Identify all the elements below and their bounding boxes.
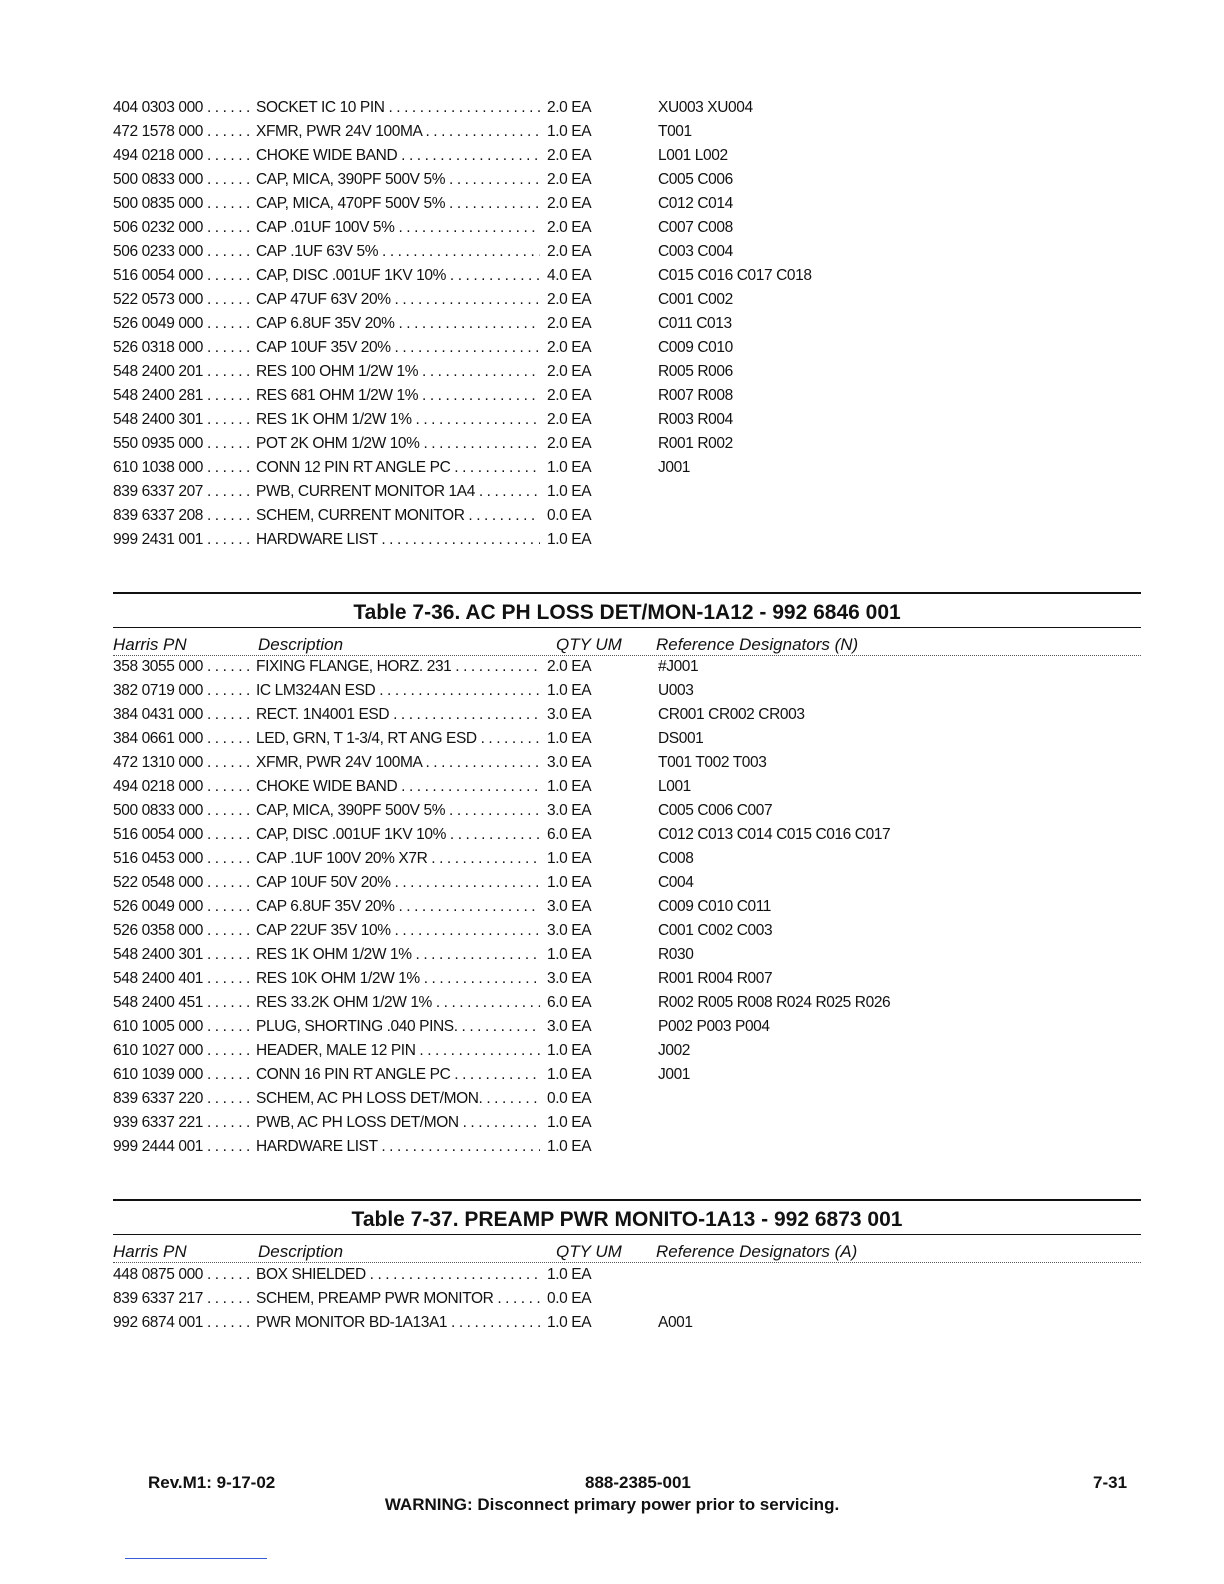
part-description: RECT. 1N4001 ESD . . . [256,703,540,727]
part-description: RES 1K OHM 1/2W 1% . . . [256,408,540,432]
quantity-um: 3.0 EA [547,1018,592,1035]
part-description: SOCKET IC 10 PIN . . . [256,96,540,120]
reference-designators: R003 R004 [658,411,733,428]
reference-designators: C001 C002 [658,291,733,308]
reference-designators: R001 R002 [658,435,733,452]
table-row [113,192,1143,216]
reference-designators: T001 [658,123,692,140]
part-number: 404 0303 000 . . . [113,96,253,120]
table37-header [113,1240,1141,1264]
table-row [113,336,1143,360]
part-number: 358 3055 000 . . . [113,655,253,679]
table36-title-rule [113,627,1141,628]
quantity-um: 2.0 EA [547,99,592,116]
reference-designators: R001 R004 R007 [658,970,773,987]
table-row [113,384,1143,408]
reference-designators: C001 C002 C003 [658,922,773,939]
part-description: HARDWARE LIST . . . [256,1135,540,1159]
part-number: 526 0049 000 . . . [113,312,253,336]
header-reference-designators: Reference Designators (N) [656,635,859,654]
table36-rows [113,655,1143,1159]
reference-designators: C008 [658,850,694,867]
table-row [113,1287,1143,1311]
reference-designators: C007 C008 [658,219,733,236]
part-description: LED, GRN, T 1-3/4, RT ANG ESD . . . [256,727,540,751]
part-description: RES 1K OHM 1/2W 1% . . . [256,943,540,967]
quantity-um: 2.0 EA [547,195,592,212]
part-description: SCHEM, CURRENT MONITOR . . . [256,504,540,528]
table37-top-rule [113,1199,1141,1201]
table-row [113,144,1143,168]
table-row [113,943,1143,967]
part-description: CAP 6.8UF 35V 20% . . . [256,895,540,919]
reference-designators: DS001 [658,730,704,747]
quantity-um: 2.0 EA [547,315,592,332]
part-description: RES 681 OHM 1/2W 1% . . . [256,384,540,408]
quantity-um: 1.0 EA [547,682,592,699]
part-number: 548 2400 201 . . . [113,360,253,384]
part-description: HARDWARE LIST . . . [256,528,540,552]
quantity-um: 1.0 EA [547,1042,592,1059]
header-description: Description [258,1242,344,1261]
part-number: 506 0232 000 . . . [113,216,253,240]
reference-designators: R007 R008 [658,387,733,404]
part-number: 548 2400 281 . . . [113,384,253,408]
table-row [113,1311,1143,1335]
table-row [113,871,1143,895]
reference-designators: CR001 CR002 CR003 [658,706,805,723]
part-description: SCHEM, PREAMP PWR MONITOR . . . [256,1287,540,1311]
quantity-um: 1.0 EA [547,1266,592,1283]
table-row [113,1063,1143,1087]
table-row [113,264,1143,288]
part-description: CAP, DISC .001UF 1KV 10% . . . [256,264,540,288]
quantity-um: 2.0 EA [547,171,592,188]
table-row [113,168,1143,192]
part-number: 839 6337 220 . . . [113,1087,253,1111]
reference-designators: C015 C016 C017 C018 [658,267,812,284]
quantity-um: 2.0 EA [547,435,592,452]
quantity-um: 2.0 EA [547,219,592,236]
part-description: HEADER, MALE 12 PIN . . . [256,1039,540,1063]
part-description: CAP, MICA, 390PF 500V 5% . . . [256,799,540,823]
quantity-um: 1.0 EA [547,1114,592,1131]
quantity-um: 2.0 EA [547,387,592,404]
table-row [113,1087,1143,1111]
quantity-um: 3.0 EA [547,706,592,723]
part-number: 516 0054 000 . . . [113,264,253,288]
part-number: 839 6337 217 . . . [113,1287,253,1311]
table36-header [113,633,1141,657]
reference-designators: C009 C010 C011 [658,898,772,915]
table-row [113,847,1143,871]
part-number: 384 0661 000 . . . [113,727,253,751]
table36-title: Table 7-36. AC PH LOSS DET/MON-1A12 - 992 6846 001 [353,601,901,624]
part-number: 999 2444 001 . . . [113,1135,253,1159]
header-qty-um: QTY UM [556,635,622,654]
quantity-um: 2.0 EA [547,243,592,260]
quantity-um: 1.0 EA [547,1314,592,1331]
part-number: 610 1027 000 . . . [113,1039,253,1063]
quantity-um: 6.0 EA [547,994,592,1011]
quantity-um: 1.0 EA [547,531,592,548]
part-description: IC LM324AN ESD . . . [256,679,540,703]
footer-warning: WARNING: Disconnect primary power prior to servicing. [384,1495,840,1514]
part-number: 526 0318 000 . . . [113,336,253,360]
part-number: 548 2400 451 . . . [113,991,253,1015]
part-description: BOX SHIELDED . . . [256,1263,540,1287]
part-description: XFMR, PWR 24V 100MA . . . [256,120,540,144]
part-description: PWB, AC PH LOSS DET/MON . . . [256,1111,540,1135]
part-description: PWR MONITOR BD-1A13A1 . . . [256,1311,540,1335]
page-edge-mark [125,1558,267,1559]
table-row [113,727,1143,751]
table-row [113,408,1143,432]
reference-designators: C005 C006 [658,171,733,188]
table-row [113,775,1143,799]
part-description: CHOKE WIDE BAND . . . [256,144,540,168]
table-row [113,288,1143,312]
quantity-um: 3.0 EA [547,970,592,987]
header-qty-um: QTY UM [556,1242,622,1261]
table-row [113,312,1143,336]
table-row [113,240,1143,264]
table37-title: Table 7-37. PREAMP PWR MONITO-1A13 - 992 6873 001 [351,1208,903,1231]
table-row [113,991,1143,1015]
header-reference-designators: Reference Designators (A) [656,1242,858,1261]
part-description: CAP 47UF 63V 20% . . . [256,288,540,312]
table-row [113,799,1143,823]
reference-designators: L001 L002 [658,147,728,164]
quantity-um: 2.0 EA [547,658,592,675]
part-number: 382 0719 000 . . . [113,679,253,703]
reference-designators: L001 [658,778,691,795]
part-number: 472 1310 000 . . . [113,751,253,775]
quantity-um: 2.0 EA [547,339,592,356]
part-number: 939 6337 221 . . . [113,1111,253,1135]
part-number: 506 0233 000 . . . [113,240,253,264]
quantity-um: 0.0 EA [547,507,592,524]
quantity-um: 2.0 EA [547,411,592,428]
part-number: 548 2400 301 . . . [113,943,253,967]
part-description: CAP .1UF 63V 5% . . . [256,240,540,264]
quantity-um: 6.0 EA [547,826,592,843]
table-row [113,895,1143,919]
part-number: 448 0875 000 . . . [113,1263,253,1287]
quantity-um: 1.0 EA [547,1138,592,1155]
part-description: CAP 6.8UF 35V 20% . . . [256,312,540,336]
part-number: 610 1038 000 . . . [113,456,253,480]
reference-designators: P002 P003 P004 [658,1018,770,1035]
reference-designators: R002 R005 R008 R024 R025 R026 [658,994,891,1011]
quantity-um: 1.0 EA [547,730,592,747]
part-description: CAP 10UF 35V 20% . . . [256,336,540,360]
table-row [113,432,1143,456]
continued-parts-list [113,96,1143,552]
table-row [113,528,1143,552]
reference-designators: C009 C010 [658,339,733,356]
reference-designators: #J001 [658,658,699,675]
table-row [113,504,1143,528]
part-number: 610 1005 000 . . . [113,1015,253,1039]
quantity-um: 1.0 EA [547,778,592,795]
part-number: 526 0358 000 . . . [113,919,253,943]
reference-designators: C012 C014 [658,195,733,212]
part-number: 526 0049 000 . . . [113,895,253,919]
part-description: PLUG, SHORTING .040 PINS. . . . [256,1015,540,1039]
part-number: 494 0218 000 . . . [113,775,253,799]
reference-designators: R030 [658,946,694,963]
part-number: 472 1578 000 . . . [113,120,253,144]
part-number: 500 0835 000 . . . [113,192,253,216]
part-description: CONN 16 PIN RT ANGLE PC . . . [256,1063,540,1087]
part-description: CAP .1UF 100V 20% X7R . . . [256,847,540,871]
table-row [113,120,1143,144]
part-description: FIXING FLANGE, HORZ. 231 . . . [256,655,540,679]
part-number: 494 0218 000 . . . [113,144,253,168]
table-row [113,480,1143,504]
table37-title-rule [113,1234,1141,1235]
part-number: 516 0054 000 . . . [113,823,253,847]
footer-page-number: 7-31 [1093,1473,1128,1492]
reference-designators: C004 [658,874,694,891]
reference-designators: J001 [658,459,691,476]
part-description: SCHEM, AC PH LOSS DET/MON. . . . [256,1087,540,1111]
reference-designators: J002 [658,1042,691,1059]
table-row [113,655,1143,679]
reference-designators: J001 [658,1066,691,1083]
reference-designators: C011 C013 [658,315,732,332]
part-number: 384 0431 000 . . . [113,703,253,727]
table36-top-rule [113,592,1141,594]
part-description: RES 33.2K OHM 1/2W 1% . . . [256,991,540,1015]
part-description: POT 2K OHM 1/2W 10% . . . [256,432,540,456]
quantity-um: 3.0 EA [547,922,592,939]
part-number: 548 2400 301 . . . [113,408,253,432]
part-description: RES 100 OHM 1/2W 1% . . . [256,360,540,384]
part-number: 992 6874 001 . . . [113,1311,253,1335]
footer-doc-number: 888-2385-001 [585,1473,691,1492]
table37-rows [113,1263,1143,1335]
table-row [113,96,1143,120]
part-description: XFMR, PWR 24V 100MA . . . [256,751,540,775]
table-row [113,703,1143,727]
quantity-um: 4.0 EA [547,267,592,284]
part-number: 522 0573 000 . . . [113,288,253,312]
part-number: 516 0453 000 . . . [113,847,253,871]
quantity-um: 3.0 EA [547,898,592,915]
quantity-um: 1.0 EA [547,123,592,140]
table-row [113,1015,1143,1039]
quantity-um: 0.0 EA [547,1290,592,1307]
quantity-um: 1.0 EA [547,946,592,963]
quantity-um: 3.0 EA [547,754,592,771]
header-description: Description [258,635,344,654]
part-description: CHOKE WIDE BAND . . . [256,775,540,799]
part-number: 548 2400 401 . . . [113,967,253,991]
table-row [113,1135,1143,1159]
quantity-um: 1.0 EA [547,850,592,867]
table-row [113,216,1143,240]
part-number: 610 1039 000 . . . [113,1063,253,1087]
part-description: CAP, MICA, 470PF 500V 5% . . . [256,192,540,216]
reference-designators: T001 T002 T003 [658,754,767,771]
part-description: CAP, MICA, 390PF 500V 5% . . . [256,168,540,192]
reference-designators: C012 C013 C014 C015 C016 C017 [658,826,891,843]
table-row [113,751,1143,775]
part-description: CAP 10UF 50V 20% . . . [256,871,540,895]
table-row [113,919,1143,943]
part-number: 839 6337 207 . . . [113,480,253,504]
footer-revision: Rev.M1: 9-17-02 [148,1473,276,1492]
part-number: 550 0935 000 . . . [113,432,253,456]
part-description: CONN 12 PIN RT ANGLE PC . . . [256,456,540,480]
quantity-um: 2.0 EA [547,363,592,380]
reference-designators: C005 C006 C007 [658,802,773,819]
quantity-um: 1.0 EA [547,874,592,891]
part-number: 999 2431 001 . . . [113,528,253,552]
part-description: PWB, CURRENT MONITOR 1A4 . . . [256,480,540,504]
quantity-um: 1.0 EA [547,483,592,500]
quantity-um: 1.0 EA [547,1066,592,1083]
table-row [113,823,1143,847]
part-number: 500 0833 000 . . . [113,799,253,823]
quantity-um: 2.0 EA [547,291,592,308]
table-row [113,967,1143,991]
quantity-um: 2.0 EA [547,147,592,164]
part-number: 500 0833 000 . . . [113,168,253,192]
header-harris-pn: Harris PN [113,635,187,654]
table-row [113,456,1143,480]
reference-designators: R005 R006 [658,363,733,380]
table-row [113,1111,1143,1135]
reference-designators: A001 [658,1314,693,1331]
quantity-um: 3.0 EA [547,802,592,819]
reference-designators: U003 [658,682,694,699]
part-description: CAP .01UF 100V 5% . . . [256,216,540,240]
part-number: 522 0548 000 . . . [113,871,253,895]
table-row [113,360,1143,384]
part-number: 839 6337 208 . . . [113,504,253,528]
table-row [113,1039,1143,1063]
part-description: CAP 22UF 35V 10% . . . [256,919,540,943]
reference-designators: C003 C004 [658,243,733,260]
quantity-um: 0.0 EA [547,1090,592,1107]
header-harris-pn: Harris PN [113,1242,187,1261]
part-description: CAP, DISC .001UF 1KV 10% . . . [256,823,540,847]
quantity-um: 1.0 EA [547,459,592,476]
table-row [113,1263,1143,1287]
part-description: RES 10K OHM 1/2W 1% . . . [256,967,540,991]
table-row [113,679,1143,703]
reference-designators: XU003 XU004 [658,99,753,116]
